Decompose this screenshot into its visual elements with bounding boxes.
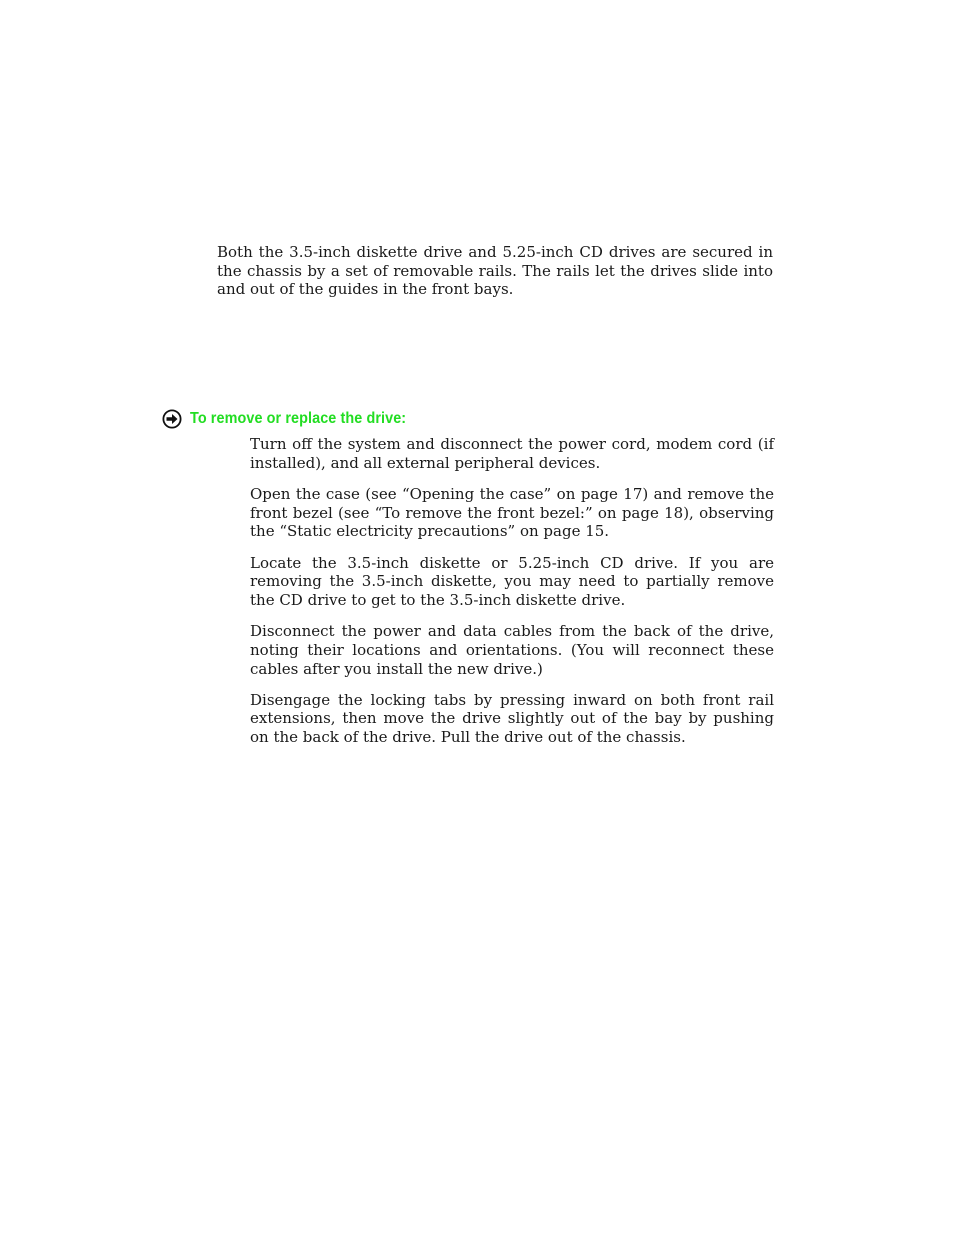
step-4: Disconnect the power and data cables from the back of the drive, noting their locations and orientations. (You will reconnect these cables after you install the new drive.) xyxy=(250,622,774,678)
step-1: Turn off the system and disconnect the power cord, modem cord (if installed), and all external peripheral devices. xyxy=(250,435,774,472)
step-2: Open the case (see “Opening the case” on page 17) and remove the front bezel (see “To remove the front bezel:” on page 18), observing the “Static electricity precautions” on page 15. xyxy=(250,484,774,541)
procedure-steps xyxy=(250,435,774,759)
step-3: Locate the 3.5-inch diskette or 5.25-inch CD drive. If you are removing the 3.5-inch diskette, you may need to partially remove the CD drive to get to the 3.5-inch diskette drive. xyxy=(250,553,774,609)
procedure-title: To remove or replace the drive: xyxy=(190,410,407,427)
procedure-heading xyxy=(162,408,430,430)
intro-paragraph: Both the 3.5-inch diskette drive and 5.25-inch CD drives are secured in the chassis by a set of removable rails. The rails let the drives slide into and out of the guides in the front bays. xyxy=(217,243,773,299)
step-5: Disengage the locking tabs by pressing inward on both front rail extensions, then move the drive slightly out of the bay by pushing on the back of the drive. Pull the drive out of the chassis. xyxy=(250,690,774,747)
arrow-right-circle-icon xyxy=(162,409,182,429)
